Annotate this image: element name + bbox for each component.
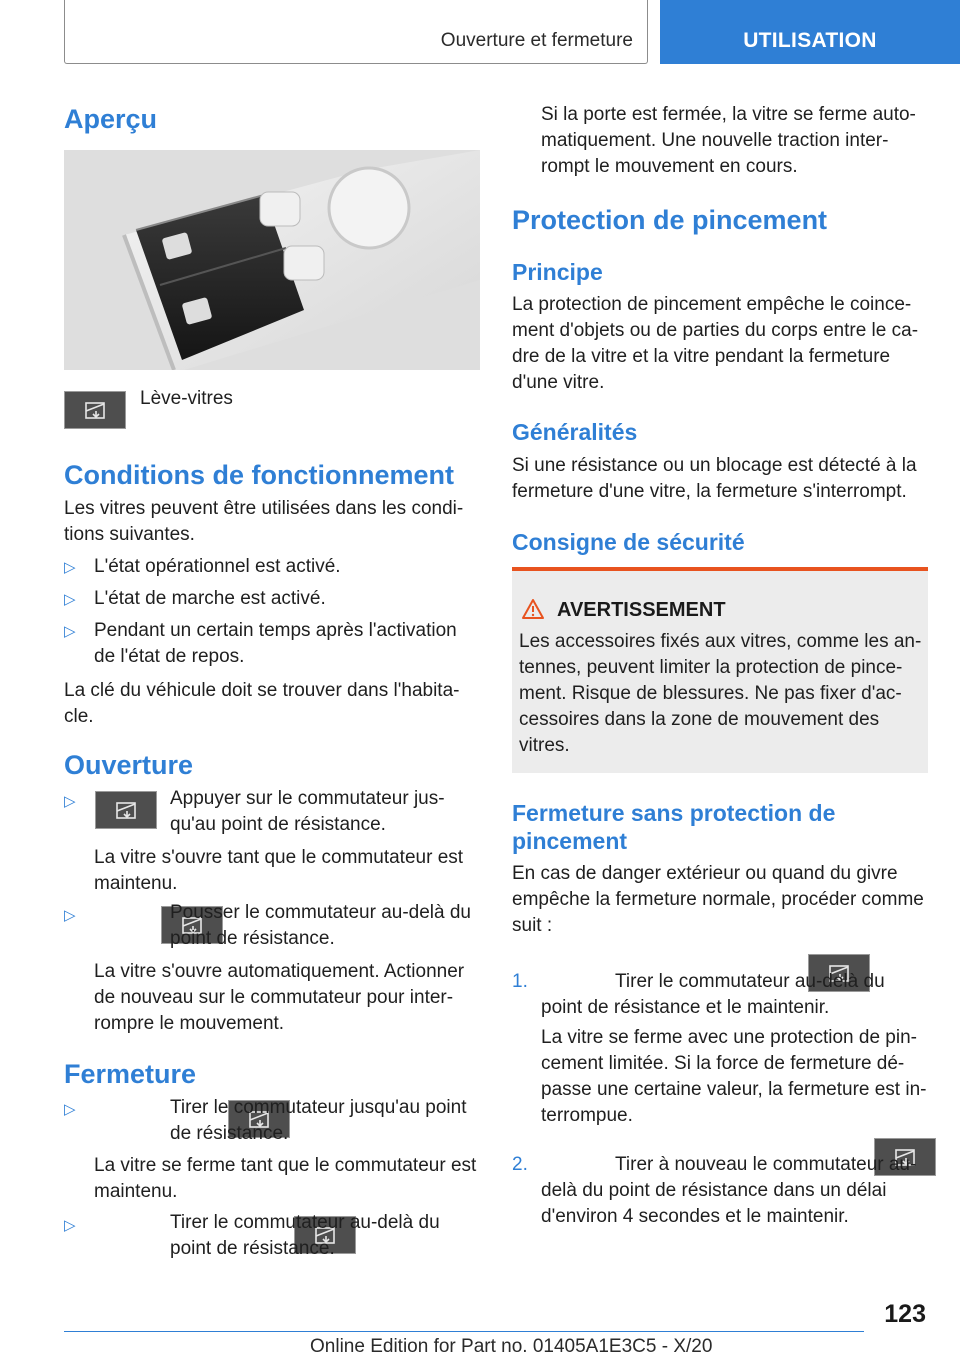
window-lifter-icon bbox=[95, 791, 157, 829]
generalites-text: Si une résistance ou un blocage est détecté à la fermeture d'une vitre, la fermeture s'interrompt. bbox=[512, 455, 917, 502]
condition-item: Pendant un certain temps après l'activation de l'état de repos. bbox=[94, 620, 457, 667]
step-number: 1. bbox=[512, 971, 528, 992]
conditions-heading: Conditions de fonctionnement bbox=[64, 460, 454, 490]
page-number: 123 bbox=[884, 1300, 926, 1328]
continued-text: Si la porte est fermée, la vitre se ferme auto-matiquement. Une nouvelle traction inter-rompt le mouvement en cours. bbox=[541, 104, 916, 177]
bullet-icon: ▷ bbox=[64, 623, 76, 640]
principe-text: La protection de pincement empêche le coince-ment d'objets ou de parties du corps entre le ca-dre de la vitre et la vitre pendant la fermeture d'une vitre. bbox=[512, 294, 919, 393]
chapter-title: Ouverture et fermeture bbox=[440, 30, 633, 51]
footer-edition: Online Edition for Part no. 01405A1E3C5 - X/20 bbox=[310, 1336, 713, 1357]
condition-item: L'état de marche est activé. bbox=[94, 588, 326, 609]
window-lifter-caption: Lève-vitres bbox=[140, 388, 233, 409]
conditions-note: La clé du véhicule doit se trouver dans l'habita-cle. bbox=[64, 680, 460, 727]
fermeture-step: Tirer le commutateur au-delà du point de résistance. bbox=[170, 1212, 440, 1259]
window-lifter-icon-tile bbox=[64, 391, 126, 429]
window-switch-illustration bbox=[64, 150, 480, 370]
warning-label: AVERTISSEMENT bbox=[557, 599, 726, 621]
conditions-intro: Les vitres peuvent être utilisées dans les condi-tions suivantes. bbox=[64, 498, 464, 545]
sans-protection-heading: Fermeture sans protection de pincement bbox=[512, 800, 836, 854]
bullet-icon: ▷ bbox=[64, 559, 76, 576]
step-text: Tirer le commutateur au-delà du point de résistance et le maintenir. bbox=[541, 971, 885, 1018]
window-lifter-icon bbox=[64, 391, 126, 429]
bullet-icon: ▷ bbox=[64, 907, 76, 924]
ouverture-step: Pousser le commutateur au-delà du point de résistance. bbox=[170, 902, 471, 949]
warning-text: Les accessoires fixés aux vitres, comme les an-tennes, peuvent limiter la protection de pince-ment. Risque de blessures. Ne pas fixer d'ac-cessoires dans la zone de mouvement des vitres. bbox=[519, 631, 922, 756]
section-tab[interactable]: UTILISATION bbox=[660, 0, 960, 64]
warning-triangle-icon bbox=[521, 598, 545, 620]
fermeture-heading: Fermeture bbox=[64, 1059, 197, 1089]
generalites-heading: Généralités bbox=[512, 419, 638, 445]
protection-heading: Protection de pincement bbox=[512, 205, 828, 235]
bullet-icon: ▷ bbox=[64, 591, 76, 608]
ouverture-detail: La vitre s'ouvre automatiquement. Actionner de nouveau sur le commutateur pour inter-rompre le mouvement. bbox=[94, 961, 465, 1034]
ouverture-heading: Ouverture bbox=[64, 750, 194, 780]
ouverture-step: Appuyer sur le commutateur jus-qu'au point de résistance. bbox=[170, 788, 445, 835]
bullet-icon: ▷ bbox=[64, 1101, 76, 1118]
consigne-heading: Consigne de sécurité bbox=[512, 529, 745, 555]
sans-protection-intro: En cas de danger extérieur ou quand du givre empêche la fermeture normale, procéder comme suit : bbox=[512, 863, 924, 936]
warning-box bbox=[512, 567, 928, 773]
step-detail: La vitre se ferme avec une protection de pin-cement limitée. Si la force de fermeture dé-passe une certaine valeur, la fermeture est in-terrompue. bbox=[541, 1027, 927, 1126]
window-switch-photo bbox=[64, 150, 480, 370]
header-chapter-box bbox=[64, 0, 648, 64]
ouverture-detail: La vitre s'ouvre tant que le commutateur est maintenu. bbox=[94, 847, 464, 894]
footer-divider bbox=[64, 1331, 864, 1332]
apercu-heading: Aperçu bbox=[64, 104, 158, 134]
bullet-icon: ▷ bbox=[64, 793, 76, 810]
bullet-icon: ▷ bbox=[64, 1217, 76, 1234]
step-number: 2. bbox=[512, 1154, 528, 1175]
principe-heading: Principe bbox=[512, 259, 603, 285]
condition-item: L'état opérationnel est activé. bbox=[94, 556, 341, 577]
fermeture-step: Tirer le commutateur jusqu'au point de résistance. bbox=[170, 1097, 467, 1144]
fermeture-detail: La vitre se ferme tant que le commutateur est maintenu. bbox=[94, 1155, 477, 1202]
step-text: Tirer à nouveau le commutateur au-delà du point de résistance dans un délai d'environ 4 secondes et le maintenir. bbox=[541, 1154, 917, 1227]
